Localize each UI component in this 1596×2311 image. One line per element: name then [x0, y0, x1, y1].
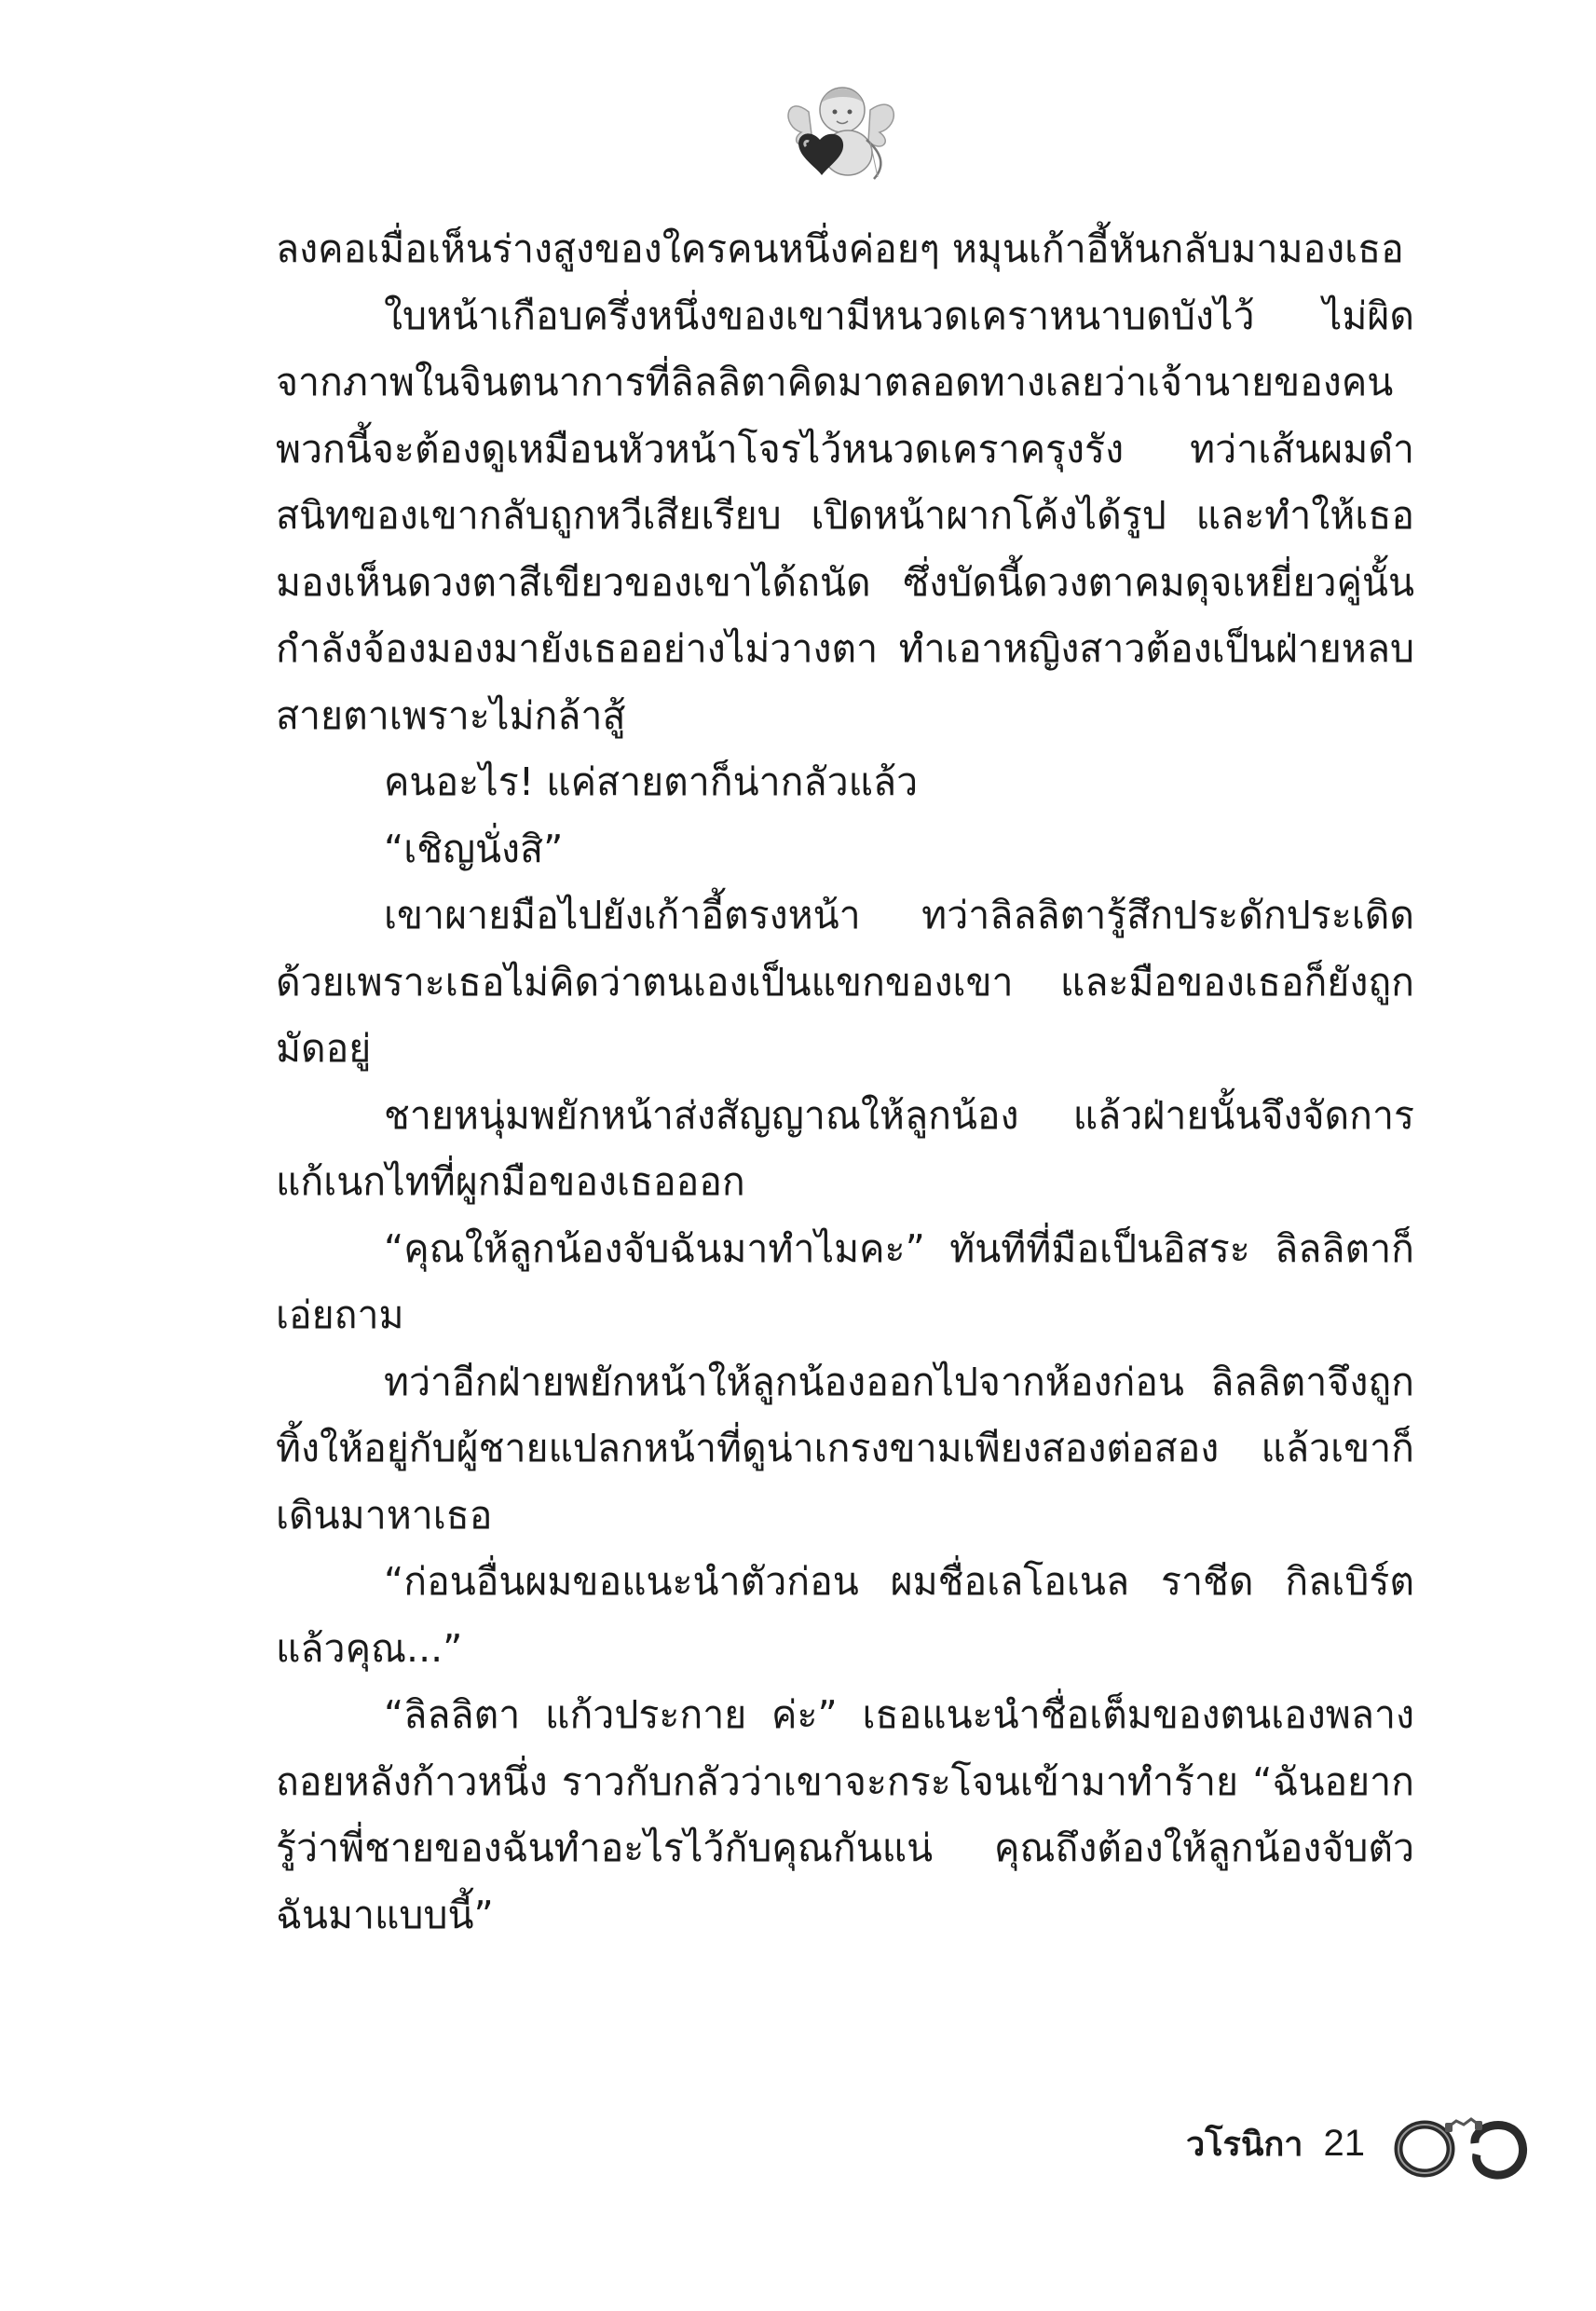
paragraph: ทว่าอีกฝ่ายพยักหน้าให้ลูกน้องออกไปจากห้องก่อน ลิลลิตาจึงถูกทิ้งให้อยู่กับผู้ชายแปลกหน้าที่ดูน่าเกรงขามเพียงสองต่อสอง แล้วเขาก็เดินมาหาเธอ — [276, 1359, 1414, 1538]
paragraph: “คุณให้ลูกน้องจับฉันมาทำไมคะ” ทันทีที่มือเป็นอิสระ ลิลลิตาก็เอ่ยถาม — [276, 1225, 1414, 1337]
paragraph: ลงคอเมื่อเห็นร่างสูงของใครคนหนึ่งค่อยๆ หมุนเก้าอี้หันกลับมามองเธอ — [276, 226, 1404, 271]
paragraph: “เชิญนั่งสิ” — [384, 826, 564, 871]
paragraph: เขาผายมือไปยังเก้าอี้ตรงหน้า ทว่าลิลลิตารู้สึกประดักประเดิดด้วยเพราะเธอไม่คิดว่าตนเองเป็นแขกของเขา และมือของเธอก็ยังถูกมัดอยู่ — [276, 893, 1414, 1071]
paragraph: ใบหน้าเกือบครึ่งหนึ่งของเขามีหนวดเคราหนาบดบังไว้ ไม่ผิดจากภาพในจินตนาการที่ลิลลิตาคิดมาตลอดทางเลยว่าเจ้านายของคนพวกนี้จะต้องดูเหมือนหัวหน้าโจรไว้หนวดเคราครุงรัง ทว่าเส้นผมดำสนิทของเขากลับถูกหวีเสียเรียบ เปิดหน้าผากโค้งได้รูป และทำให้เธอมองเห็นดวงตาสีเขียวของเขาได้ถนัด ซึ่งบัดนี้ดวงตาคมดุจเหยี่ยวคู่นั้นกำลังจ้องมองมายังเธออย่างไม่วางตา ทำเอาหญิงสาวต้องเป็นฝ่ายหลบสายตาเพราะไม่กล้าสู้ — [276, 293, 1414, 738]
paragraph: คนอะไร! แค่สายตาก็น่ากลัวแล้ว — [384, 759, 919, 804]
page-footer — [1186, 2106, 1531, 2181]
body-text — [276, 216, 1414, 1949]
footer-author: วโรนิกา — [1185, 2125, 1303, 2164]
page-number: 21 — [1323, 2122, 1365, 2164]
cupid-heart-icon — [781, 75, 902, 186]
paragraph: “ก่อนอื่นผมขอแนะนำตัวก่อน ผมชื่อเลโอเนล ราชีด กิลเบิร์ตแล้วคุณ...” — [276, 1559, 1414, 1671]
paragraph: “ลิลลิตา แก้วประกาย ค่ะ” เธอแนะนำชื่อเต็มของตนเองพลางถอยหลังก้าวหนึ่ง ราวกับกลัวว่าเขาจะกระโจนเข้ามาทำร้าย “ฉันอยากรู้ว่าพี่ชายของฉันทำอะไรไว้กับคุณกันแน่ คุณถึงต้องให้ลูกน้องจับตัวฉันมาแบบนี้” — [276, 1692, 1414, 1937]
paragraph: ชายหนุ่มพยักหน้าส่งสัญญาณให้ลูกน้อง แล้วฝ่ายนั้นจึงจัดการแก้เนกไทที่ผูกมือของเธอออก — [276, 1092, 1414, 1204]
handcuffs-icon — [1391, 2106, 1531, 2181]
